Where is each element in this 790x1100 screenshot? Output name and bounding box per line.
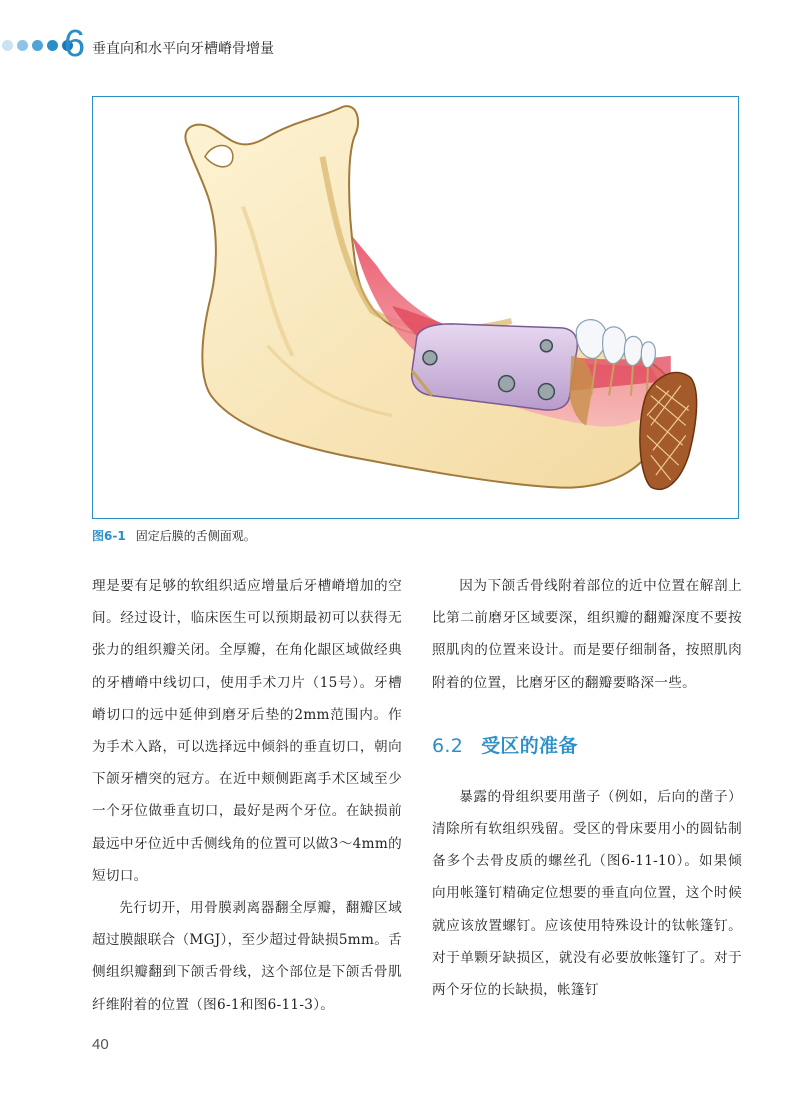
dot-1 xyxy=(2,40,13,51)
right-column xyxy=(432,570,742,1006)
chapter-title: 垂直向和水平向牙槽嵴骨增量 xyxy=(92,41,274,57)
mandible-illustration xyxy=(93,97,738,518)
section-number: 6.2 xyxy=(432,734,464,757)
figure-caption xyxy=(92,527,256,544)
section-title: 受区的准备 xyxy=(481,734,578,757)
paragraph: 因为下颌舌骨线附着部位的近中位置在解剖上比第二前磨牙区域要深，组织瓣的翻瓣深度不要按照肌肉的位置来设计。而是要仔细制备，按照肌肉附着的位置，比磨牙区的翻瓣要略深一些。 xyxy=(432,578,742,691)
decorative-dots xyxy=(2,40,73,51)
mandible-bone xyxy=(185,106,669,487)
section-heading xyxy=(432,731,742,761)
dot-4 xyxy=(47,40,58,51)
fixation-screw xyxy=(538,384,554,400)
fixation-screw xyxy=(499,376,515,392)
paragraph: 暴露的骨组织要用凿子（例如，后向的凿子）清除所有软组织残留。受区的骨床要用小的圆钻制备多个去骨皮质的螺丝孔（图6-11-10）。如果倾向用帐篷钉精确定位想要的垂直向位置，这个时候就应该放置螺钉。应该使用特殊设计的钛帐篷钉。对于单颗牙缺损区，就没有必要放帐篷钉了。对于两个牙位的长缺损，帐篷钉 xyxy=(432,788,742,999)
left-column xyxy=(92,570,402,1021)
dot-2 xyxy=(17,40,28,51)
chapter-number: 6 xyxy=(64,23,86,65)
paragraph: 理是要有足够的软组织适应增量后牙槽嵴增加的空间。经过设计，临床医生可以预期最初可以获得无张力的组织瓣关闭。全厚瓣，在角化龈区域做经典的牙槽嵴中线切口，使用手术刀片（15号）。牙槽嵴切口的远中延伸到磨牙后垫的2mm范围内。作为手术入路，可以选择远中倾斜的垂直切口，朝向下颌牙槽突的冠方。在近中颊侧距离手术区域至少一个牙位做垂直切口，最好是两个牙位。在缺损前最远中牙位近中舌侧线角的位置可以做3～4mm的短切口。 xyxy=(92,578,402,884)
fixation-screw xyxy=(423,351,437,365)
figure-label: 图6-1 xyxy=(92,529,126,543)
running-header xyxy=(0,23,790,66)
dot-3 xyxy=(32,40,43,51)
figure-illustration xyxy=(92,96,739,519)
page-number: 40 xyxy=(92,1036,109,1053)
fixation-screw xyxy=(540,340,552,352)
caption-text: 固定后膜的舌侧面观。 xyxy=(135,529,256,543)
paragraph: 先行切开，用骨膜剥离器翻全厚瓣，翻瓣区域超过膜龈联合（MGJ），至少超过骨缺损5mm。舌侧组织瓣翻到下颌舌骨线，这个部位是下颌舌骨肌纤维附着的位置（图6-1和图6-11-3）。 xyxy=(92,900,402,1013)
